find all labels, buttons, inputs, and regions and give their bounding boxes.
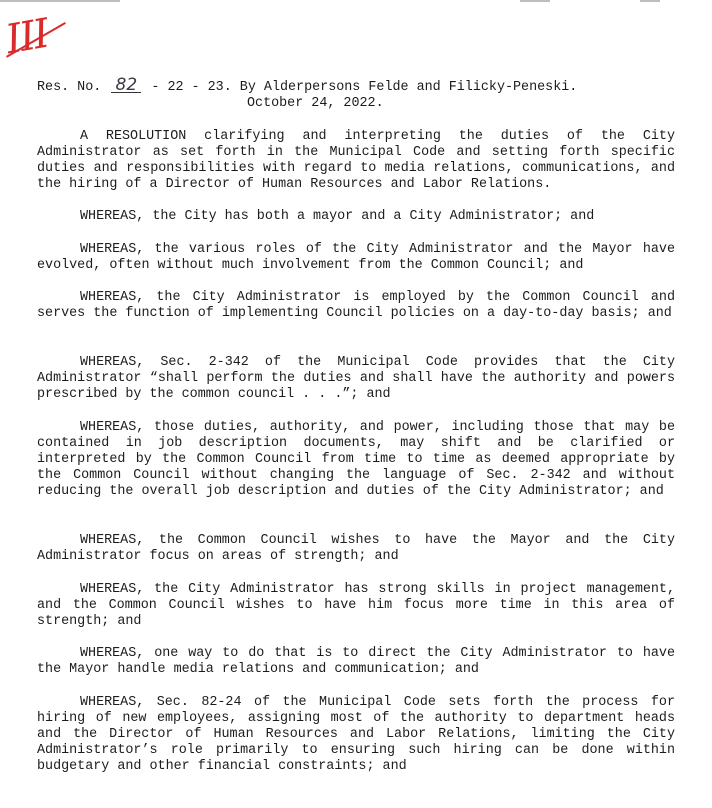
whereas-paragraph: WHEREAS, the City has both a mayor and a City Administrator; and (80, 209, 595, 224)
whereas-paragraph: WHEREAS, Sec. 82-24 of the Municipal Code sets forth the process for hiring of new employees, assigning most of the authority to department heads and the Director of Human Resources and Labor Relations, limiting the City Administrator’s role primarily to ensuring such hiring can be done within budgetary and other financial constraints; and (37, 695, 675, 774)
sponsors: By Alderpersons Felde and Filicky-Peneski. (239, 80, 578, 95)
whereas-paragraph: WHEREAS, the various roles of the City Administrator and the Mayor have evolved, often without much involvement from the Common Council; and (37, 242, 675, 273)
resolution-paragraph: A RESOLUTION clarifying and interpreting the duties of the City Administrator as set forth in the Municipal Code and setting forth specific duties and responsibilities with regard to media relations, communications, and the hiring of a Director of Human Resources and Labor Relations. (37, 129, 675, 192)
scan-top-edge (0, 0, 712, 5)
whereas-paragraph: WHEREAS, the City Administrator is employed by the Common Council and serves the function of implementing Council policies on a day-to-day basis; and (37, 290, 675, 321)
whereas-paragraph: WHEREAS, one way to do that is to direct the City Administrator to have the Mayor handle media relations and communication; and (37, 646, 675, 677)
res-number-handwritten: 82 (111, 78, 141, 93)
resolution-header (37, 75, 578, 96)
whereas-paragraph: WHEREAS, the Common Council wishes to have the Mayor and the City Administrator focus on areas of strength; and (37, 533, 675, 564)
resolution-date: October 24, 2022. (247, 96, 384, 111)
whereas-paragraph: WHEREAS, Sec. 2-342 of the Municipal Code provides that the City Administrator “shall perform the duties and shall have the authority and powers prescribed by the common council . . .”; and (37, 355, 675, 402)
res-suffix: - 22 - 23. (143, 80, 232, 95)
whereas-paragraph: WHEREAS, those duties, authority, and power, including those that may be contained in job description documents, may shift and be clarified or interpreted by the Common Council from time to time as deemed appropriate by the Common Council without changing the language of Sec. 2-342 and without reducing the overall job description and duties of the City Administrator; and (37, 420, 675, 499)
handwritten-margin-mark: III (2, 10, 52, 64)
whereas-paragraph: WHEREAS, the City Administrator has strong skills in project management, and the Common Council wishes to have him focus more time in this area of strength; and (37, 582, 675, 629)
res-label: Res. No. (37, 80, 102, 95)
